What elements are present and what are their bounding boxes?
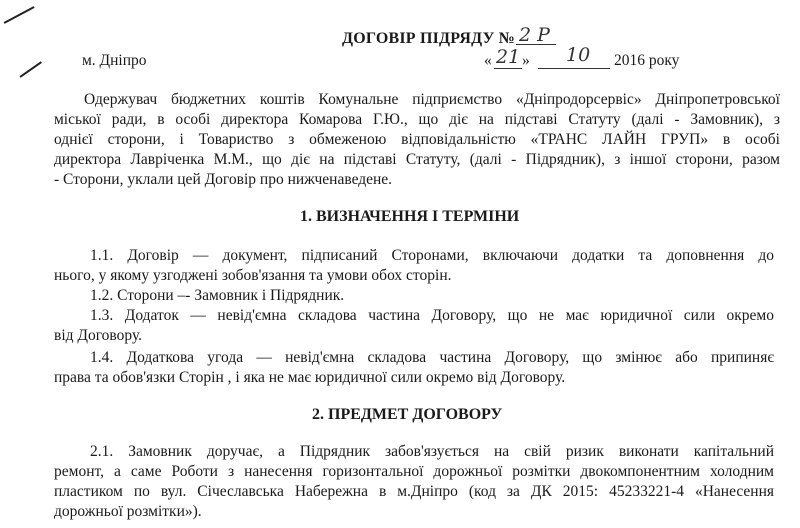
clause-line: права та обов'язки Сторін , і яка не має юридичної сили окремо від Договору.	[54, 369, 566, 386]
date-day-underline	[494, 68, 522, 69]
contract-city: м. Дніпро	[82, 52, 147, 69]
contract-year: 2016 року	[614, 52, 680, 69]
preamble-line: - Сторони, уклали цей Договір про нижченаведене.	[54, 171, 393, 188]
clause-line: 1.4. Додаткова угода — невід'ємна складова частина Договору, що змінює або припиняє	[90, 349, 774, 366]
section-1-heading: 1. ВИЗНАЧЕННЯ І ТЕРМІНИ	[300, 208, 520, 225]
date-month-handwritten: 10	[566, 44, 591, 66]
clause-line: 1.2. Сторони –- Замовник і Підрядник.	[90, 287, 345, 304]
contract-title: ДОГОВІР ПІДРЯДУ №	[342, 30, 515, 47]
clause-line: 1.3. Додаток — невід'ємна складова частина Договору, що не має юридичної сили окремо	[90, 307, 774, 324]
clause-line: дорожньої розмітки»).	[54, 503, 202, 520]
clause-line: пластиком по вул. Січеславська Набережна в м.Дніпро (код за ДК 2015: 45233221-4 «Нанесення	[54, 483, 774, 500]
contract-number-underline	[516, 44, 556, 45]
clause-line: ремонт, а саме Роботи з нанесення горизонтальної дорожньої розмітки двокомпонентним холодним	[54, 463, 774, 480]
clause-line: 2.1. Замовник доручає, а Підрядник забов'язується на свій ризик виконати капітальний	[90, 443, 774, 460]
clause-line: 1.1. Договір — документ, підписаний Сторонами, включаючи додатки та доповнення до	[90, 247, 774, 264]
contract-number-handwritten: 2 Р	[519, 24, 550, 46]
section-2-heading: 2. ПРЕДМЕТ ДОГОВОРУ	[312, 406, 503, 423]
margin-pen-stroke	[20, 61, 42, 77]
clause-line: нього, у якому узгоджені зобов'язання та умови обох сторін.	[54, 267, 452, 284]
preamble-line: однієї сторони, і Товариство з обмеженою відповідальністю «ТРАНС ЛАЙН ГРУП» в особі	[54, 131, 780, 148]
margin-pen-stroke	[4, 6, 35, 23]
date-month-underline	[538, 68, 610, 69]
preamble-line: директора Лавріченка М.М., що діє на підставі Статуту, (далі - Підрядник), з іншої сторони, разом	[54, 151, 780, 168]
clause-line: від Договору.	[54, 327, 143, 344]
preamble-line: Одержувач бюджетних коштів Комунальне підприємство «Дніпродорсервіс» Дніпропетровської	[84, 91, 780, 108]
date-day-handwritten: 21	[496, 46, 521, 68]
preamble-line: міської ради, в особі директора Комарова Г.Ю., що діє на підставі Статуту (далі - Замовник), з	[54, 111, 780, 128]
date-close-quote: »	[522, 52, 530, 69]
date-open-quote: «	[484, 52, 492, 69]
